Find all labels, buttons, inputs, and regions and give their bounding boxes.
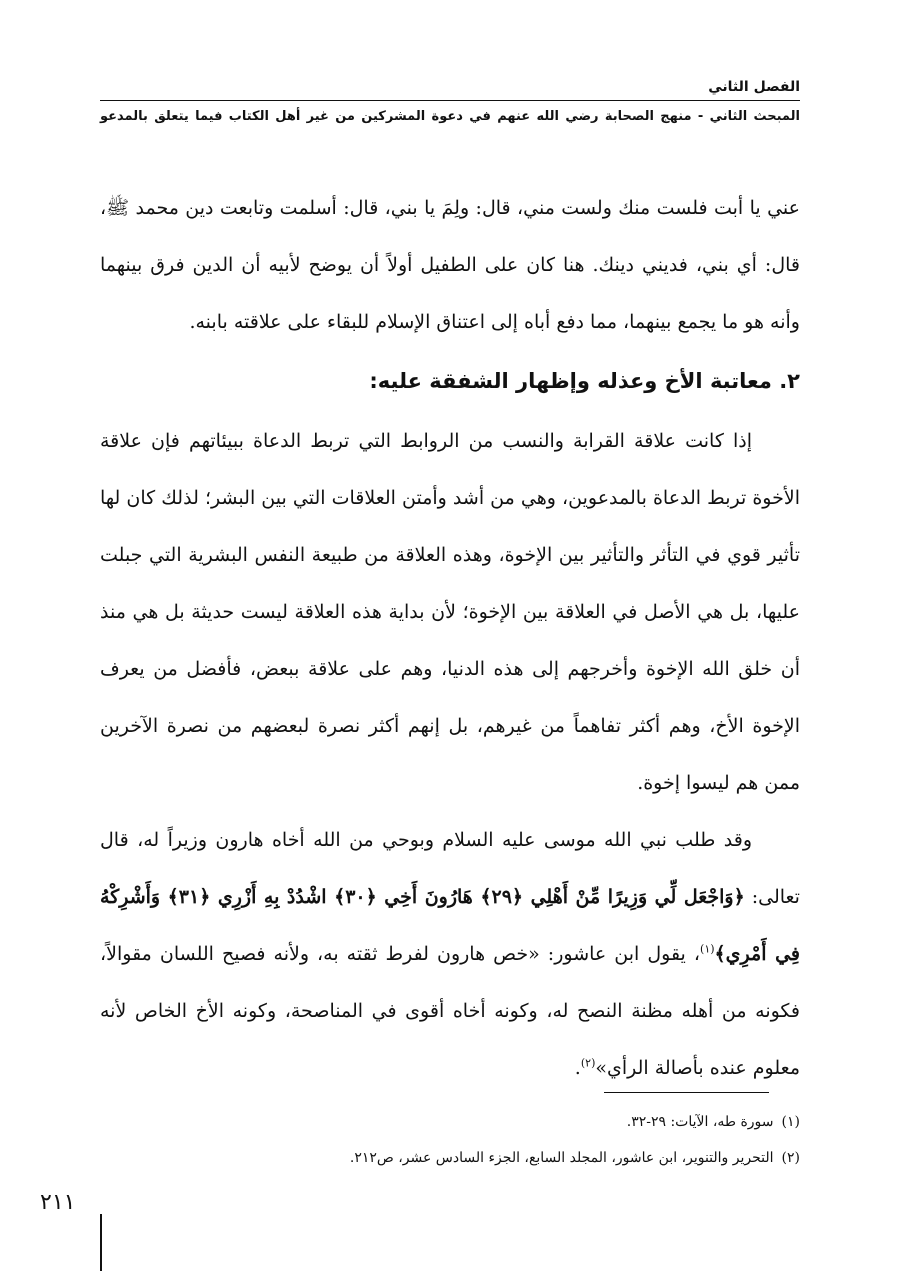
footnote-2 (100, 1140, 800, 1176)
paragraph-3-end: . (574, 1057, 581, 1079)
header-rule (100, 100, 800, 101)
paragraph-3-quote: ، يقول ابن عاشور: «خص هارون لفرط ثقته به، ولأنه فصيح اللسان مقوالاً، فكونه من أهله مظنة النصح له، وكونه أخاه أقوى في المناصحة، وكونه الأخ الخاص لأنه معلوم عنده بأصالة الرأي» (100, 943, 800, 1079)
quran-verse: ﴿وَاجْعَل لِّي وَزِيرًا مِّنْ أَهْلِي ﴿٢٩﴾ هَارُونَ أَخِي ﴿٣٠﴾ اشْدُدْ بِهِ أَزْرِي ﴿٣١﴾ وَأَشْرِكْهُ فِي أَمْرِي﴾ (100, 886, 800, 965)
paragraph-2: إذا كانت علاقة القرابة والنسب من الروابط التي تربط الدعاة ببيئاتهم فإن علاقة الأخوة تربط الدعاة بالمدعوين، وهي من أشد وأمتن العلاقات التي بين البشر؛ لذلك كان لها تأثير قوي في التأثر والتأثير بين الإخوة، وهذه العلاقة من طبيعة النفس البشرية التي جبلت عليها، بل هي الأصل في العلاقة بين الإخوة؛ لأن بداية هذه العلاقة ليست حديثة بل هي منذ أن خلق الله الإخوة وأخرجهم إلى هذه الدنيا، وهم على علاقة ببعض، فأفضل من يعرف الإخوة الأخ، وهم أكثر تفاهماً من غيرهم، بل إنهم أكثر نصرة لبعضهم من نصرة الآخرين ممن هم ليسوا إخوة. (100, 430, 800, 794)
footnote-2-number: (٢) (781, 1150, 800, 1166)
subheading: ٢. معاتبة الأخ وعذله وإظهار الشفقة عليه: (369, 369, 800, 393)
section-title: المبحث الثاني - منهج الصحابة رضي الله عنهم في دعوة المشركين من غير أهل الكتاب فيما يتعلق بالمدعو (100, 109, 800, 124)
margin-line (100, 1214, 102, 1271)
chapter-title: الفصل الثاني (708, 79, 800, 95)
footnote-1-number: (١) (781, 1114, 800, 1130)
main-text (100, 180, 800, 1097)
footnote-rule (604, 1092, 769, 1093)
footnotes (100, 1104, 800, 1176)
footnote-1-text: سورة طه، الآيات: ٢٩-٣٢. (626, 1114, 774, 1130)
paragraph-3 (100, 812, 800, 1097)
running-header (100, 76, 800, 127)
footnote-1 (100, 1104, 800, 1140)
footnote-2-text: التحرير والتنوير، ابن عاشور، المجلد السابع، الجزء السادس عشر، ص٢١٢. (349, 1150, 774, 1166)
paragraph-3-intro: وقد طلب نبي الله موسى عليه السلام وبوحي من الله أخاه هارون وزيراً له، قال تعالى: (100, 829, 800, 908)
footnote-ref-2[interactable]: (٢) (580, 1056, 596, 1070)
footnote-ref-1[interactable]: (١) (700, 942, 715, 956)
paragraph-1: عني يا أبت فلست منك ولست مني، قال: ولِمَ يا بني، قال: أسلمت وتابعت دين محمد ﷺ، قال: أي بني، فديني دينك. هنا كان على الطفيل أولاً أن يوضح لأبيه أن الدين فرق بينهما وأنه هو ما يجمع بينهما، مما دفع أباه إلى اعتناق الإسلام للبقاء على علاقته بابنه. (100, 197, 800, 333)
page-number: ٢١١ (40, 1190, 76, 1215)
